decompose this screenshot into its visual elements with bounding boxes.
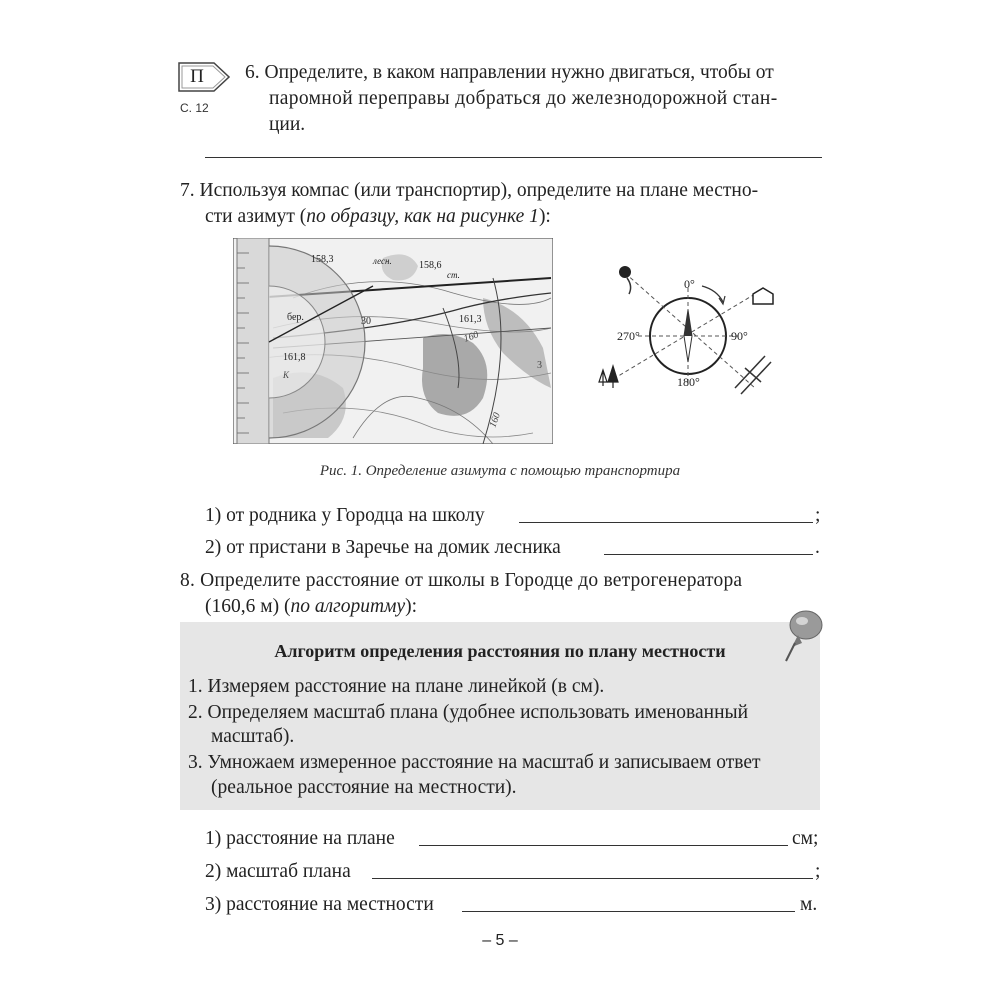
map-label-elevation-1: 158,3	[311, 254, 334, 265]
algorithm-step-2-cont: масштаб).	[211, 726, 295, 747]
badge-letter: П	[190, 66, 204, 87]
map-label-station: ст.	[447, 270, 460, 280]
compass-label-west: 270°	[617, 329, 640, 343]
compass-label-south: 180°	[677, 375, 700, 389]
answer-line-real-distance[interactable]	[462, 911, 795, 912]
trees-icon	[599, 370, 607, 386]
map-label-k: К	[283, 370, 289, 380]
answer-line-task7-1[interactable]	[519, 522, 813, 523]
map-label-3: 3	[537, 360, 542, 371]
task7-item-2-label: 2) от пристани в Заречье на домик лесника	[205, 537, 561, 558]
figure-caption: Рис. 1. Определение азимута с помощью транспортира	[319, 463, 681, 479]
algorithm-step-2: 2. Определяем масштаб плана (удобнее использовать именованный	[188, 702, 749, 723]
answer-label-real-distance: 3) расстояние на местности	[205, 894, 434, 915]
task8-line-1: 8. Определите расстояние от школы в Городце до ветрогенератора	[180, 570, 743, 591]
house-icon	[753, 288, 773, 304]
badge-page-reference: С. 12	[180, 101, 209, 115]
spring-icon	[619, 266, 631, 278]
task6-line-2: паромной переправы добраться до железнодорожной стан-	[269, 88, 778, 109]
compass-label-east: 90°	[731, 329, 748, 343]
task8-line-2: (160,6 м) (по алгоритму):	[205, 596, 418, 617]
task6-line-1: 6. Определите, в каком направлении нужно двигаться, чтобы от	[245, 62, 774, 83]
algorithm-step-1: 1. Измеряем расстояние на плане линейкой (в см).	[188, 676, 605, 697]
map-label-elevation-4: 161,8	[283, 352, 306, 363]
task7-item-2-end: .	[815, 537, 820, 558]
map-label-contour-2: 160	[487, 411, 503, 430]
map-label-number: 30	[361, 316, 371, 327]
map-label-contour-1: 160	[462, 329, 481, 345]
map-label-elevation-3: 161,3	[459, 314, 482, 325]
answer-unit-real-distance: м.	[800, 894, 818, 915]
map-label-forest: лесн.	[373, 256, 392, 266]
topographic-map-with-protractor	[233, 238, 553, 444]
compass-azimuth-diagram	[585, 258, 785, 406]
answer-line-task7-2[interactable]	[604, 554, 813, 555]
answer-label-scale: 2) масштаб плана	[205, 861, 351, 882]
task6-line-3: ции.	[269, 114, 306, 135]
map-label-shore: бер.	[287, 312, 304, 323]
map-label-elevation-2: 158,6	[419, 260, 442, 271]
answer-unit-plan-distance: см;	[792, 828, 819, 849]
answer-label-plan-distance: 1) расстояние на плане	[205, 828, 395, 849]
answer-end-scale: ;	[815, 861, 821, 882]
algorithm-step-3-cont: (реальное расстояние на местности).	[211, 777, 517, 798]
page-number: – 5 –	[482, 932, 518, 949]
compass-label-north: 0°	[684, 277, 695, 291]
task7-line-2: сти азимут (по образцу, как на рисунке 1):	[205, 206, 551, 227]
answer-line-task6[interactable]	[205, 157, 822, 158]
answer-line-scale[interactable]	[372, 878, 813, 879]
algorithm-step-3: 3. Умножаем измеренное расстояние на масштаб и записываем ответ	[188, 752, 761, 773]
task7-line-1: 7. Используя компас (или транспортир), определите на плане местно-	[180, 180, 759, 201]
task7-item-1-label: 1) от родника у Городца на школу	[205, 505, 485, 526]
answer-line-plan-distance[interactable]	[419, 845, 788, 846]
task7-item-1-end: ;	[815, 505, 821, 526]
algorithm-title: Алгоритм определения расстояния по плану местности	[274, 641, 726, 661]
